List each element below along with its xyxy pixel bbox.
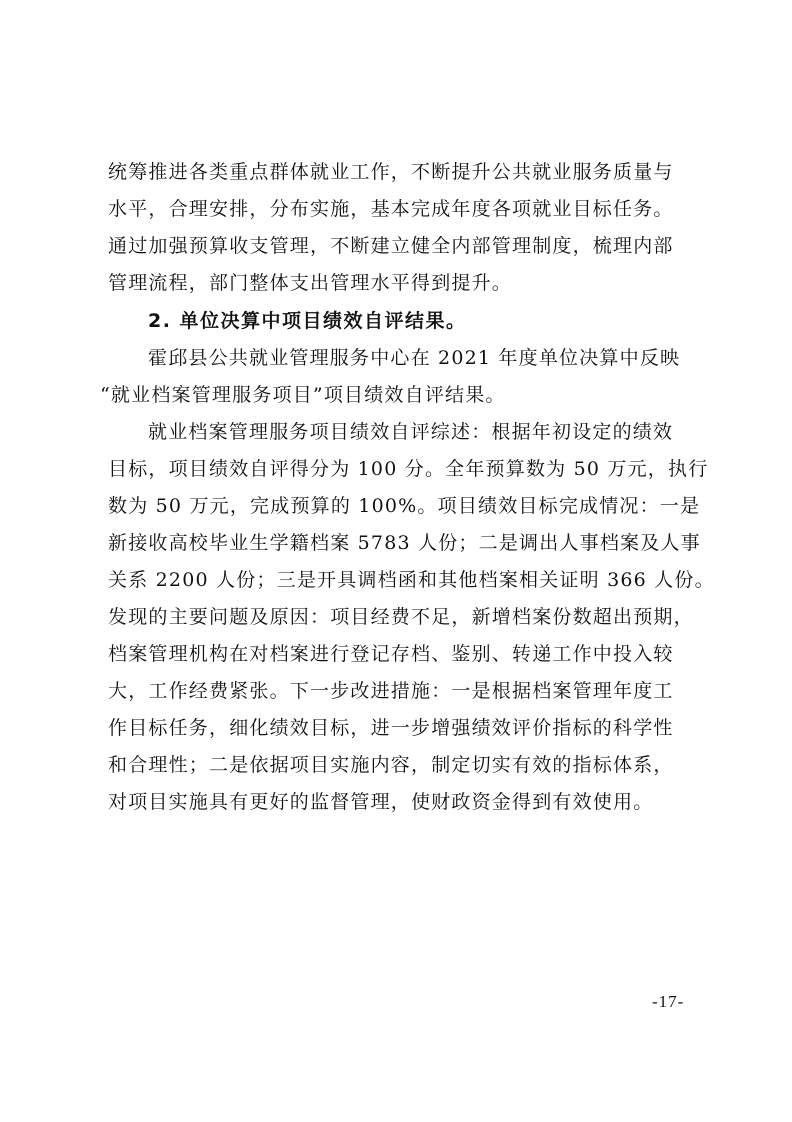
body-text-line: 新接收高校毕业生学籍档案 5783 人份；二是调出人事档案及人事 [108,532,701,554]
body-text-line: 作目标任务，细化绩效目标，进一步增强绩效评价指标的科学性 [108,717,674,739]
body-text-line: 和合理性；二是依据项目实施内容，制定切实有效的指标体系， [108,754,674,776]
body-text-line: 统筹推进各类重点群体就业工作，不断提升公共就业服务质量与 [108,161,674,183]
body-text-line: 目标，项目绩效自评得分为 100 分。全年预算数为 50 万元，执行 [108,458,709,480]
body-text-line: 对项目实施具有更好的监督管理，使财政资金得到有效使用。 [108,791,654,813]
body-text-line: “就业档案管理服务项目”项目绩效自评结果。 [100,384,506,406]
body-text-line: 档案管理机构在对档案进行登记存档、鉴别、转递工作中投入较 [108,643,674,665]
body-text-line: 数为 50 万元，完成预算的 100%。项目绩效目标完成情况：一是 [108,495,701,517]
body-text-line: 关系 2200 人份；三是开具调档函和其他档案相关证明 366 人份。 [108,569,715,591]
body-text-line: 通过加强预算收支管理，不断建立健全内部管理制度，梳理内部 [108,235,674,257]
body-text-line: 管理流程，部门整体支出管理水平得到提升。 [108,272,513,294]
body-text-line: 大，工作经费紧张。下一步改进措施：一是根据档案管理年度工 [108,680,674,702]
section-heading: 2. 单位决算中项目绩效自评结果。 [148,310,467,332]
body-text-line: 水平，合理安排，分布实施，基本完成年度各项就业目标任务。 [108,198,674,220]
body-text-line: 发现的主要问题及原因：项目经费不足，新增档案份数超出预期， [108,606,694,628]
page-number: -17- [652,992,685,1011]
body-text-line: 就业档案管理服务项目绩效自评综述：根据年初设定的绩效 [148,421,674,443]
body-text-line: 霍邱县公共就业管理服务中心在 2021 年度单位决算中反映 [148,347,681,369]
